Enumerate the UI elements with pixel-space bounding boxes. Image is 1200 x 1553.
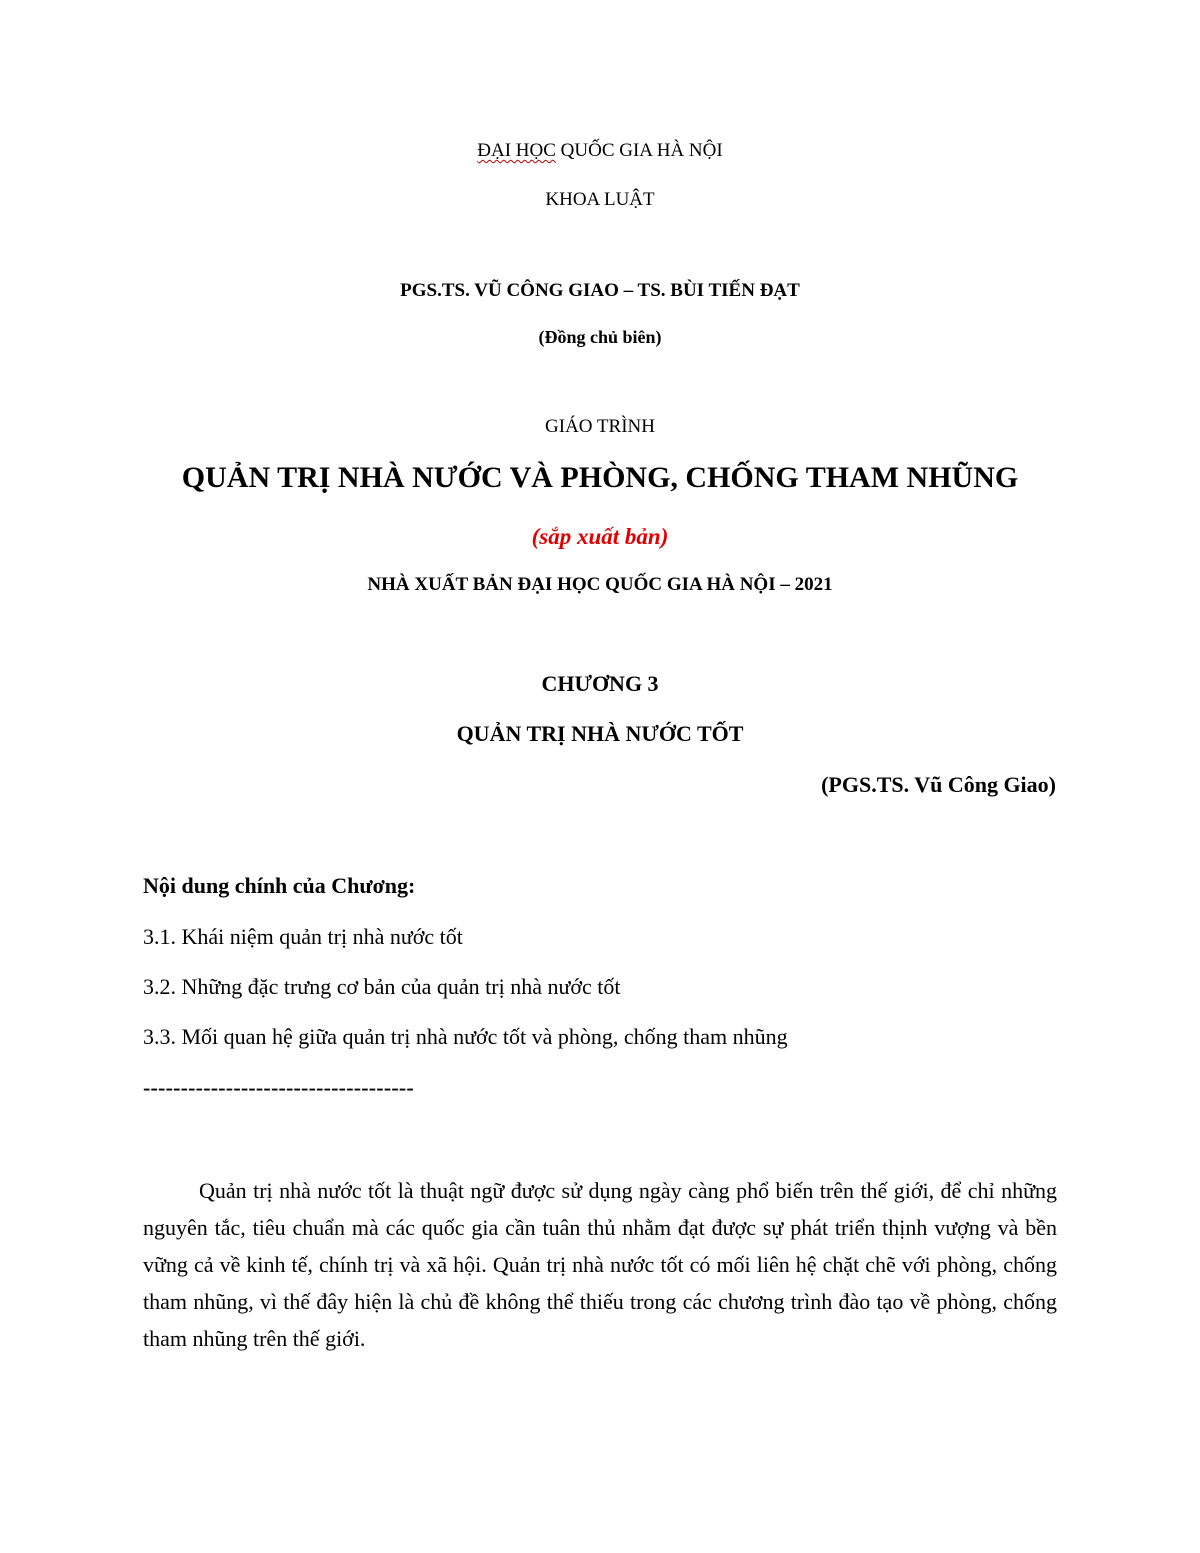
university-name-rest: QUỐC GIA HÀ NỘI xyxy=(555,140,723,161)
university-name xyxy=(0,140,1200,162)
book-title: QUẢN TRỊ NHÀ NƯỚC VÀ PHÒNG, CHỐNG THAM NHŨNG xyxy=(181,461,1019,494)
publication-status: (sắp xuất bản) xyxy=(531,524,669,549)
editors-names: PGS.TS. VŨ CÔNG GIAO – TS. BÙI TIẾN ĐẠT xyxy=(400,280,800,301)
contents-item: 3.1. Khái niệm quản trị nhà nước tốt xyxy=(143,924,463,949)
editors-role: (Đồng chủ biên) xyxy=(538,327,662,347)
chapter-author: (PGS.TS. Vũ Công Giao) xyxy=(821,772,1056,797)
chapter-number: CHƯƠNG 3 xyxy=(541,671,659,696)
body-paragraph: Quản trị nhà nước tốt là thuật ngữ được sử dụng ngày càng phổ biến trên thế giới, để chỉ những nguyên tắc, tiêu chuẩn mà các quốc gia cần tuân thủ nhằm đạt được sự phát triển thịnh vượng và bền vững cả về kinh tế, chính trị và xã hội. Quản trị nhà nước tốt có mối liên hệ chặt chẽ với phòng, chống tham nhũng, vì thế đây hiện là chủ đề không thể thiếu trong các chương trình đào tạo về phòng, chống tham nhũng trên thế giới. xyxy=(143,1178,1057,1351)
section-separator: ------------------------------------ xyxy=(143,1075,414,1100)
contents-item: 3.2. Những đặc trưng cơ bản của quản trị nhà nước tốt xyxy=(143,974,621,999)
contents-item: 3.3. Mối quan hệ giữa quản trị nhà nước tốt và phòng, chống tham nhũng xyxy=(143,1024,788,1049)
university-name-spellcheck-marked: ĐẠI HỌC xyxy=(477,140,556,161)
publisher-line: NHÀ XUẤT BẢN ĐẠI HỌC QUỐC GIA HÀ NỘI – 2021 xyxy=(367,574,833,595)
faculty-name: KHOA LUẬT xyxy=(545,189,655,210)
contents-heading: Nội dung chính của Chương: xyxy=(143,873,416,898)
textbook-label: GIÁO TRÌNH xyxy=(545,416,655,437)
chapter-title: QUẢN TRỊ NHÀ NƯỚC TỐT xyxy=(456,721,744,746)
